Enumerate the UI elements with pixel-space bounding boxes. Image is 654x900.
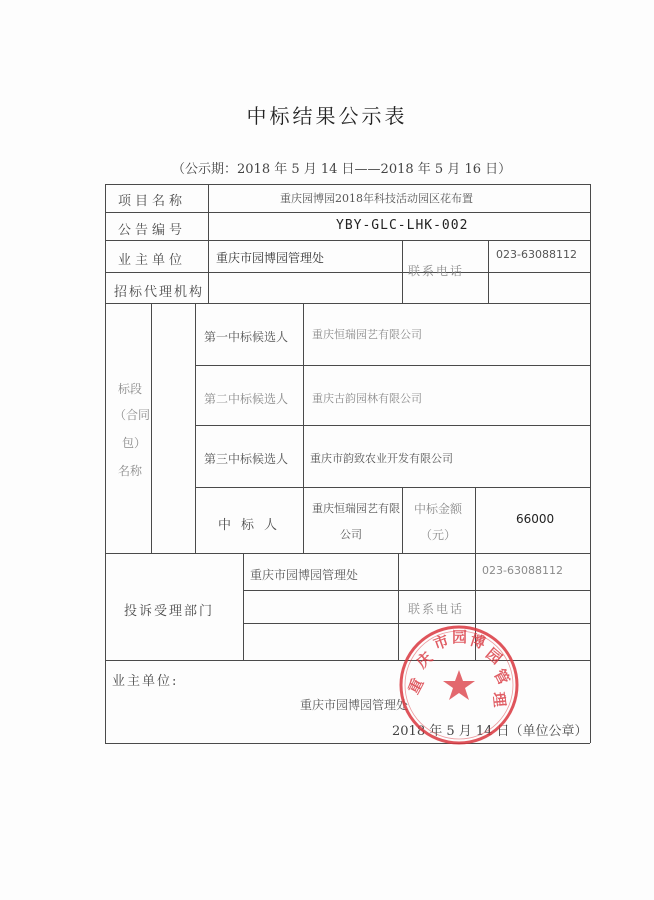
candidate3-label: 第三中标候选人	[204, 452, 289, 466]
date-footer: 2018 年 5 月 14 日（单位公章）	[392, 724, 588, 739]
complaint-dept-value: 重庆市园博园管理处	[250, 568, 359, 582]
section-label-2: （合同	[114, 408, 151, 422]
seal-graphic	[396, 622, 522, 748]
svg-text:园: 园	[482, 644, 506, 668]
owner-value: 重庆市园博园管理处	[216, 251, 325, 265]
contact-phone-value: 023-63088112	[496, 248, 577, 261]
publicity-period: （公示期：2018 年 5 月 14 日——2018 年 5 月 16 日）	[172, 162, 512, 177]
section-label-1: 标段	[118, 382, 143, 396]
svg-text:市: 市	[430, 631, 452, 654]
complaint-label: 投诉受理部门	[124, 604, 215, 619]
notice-no-value: YBY-GLC-LHK-002	[336, 218, 469, 233]
candidate2-label: 第二中标候选人	[204, 392, 289, 406]
owner-label: 业主单位	[118, 253, 187, 268]
owner-footer-value: 重庆市园博园管理处	[300, 698, 409, 712]
svg-text:重: 重	[404, 675, 428, 698]
official-seal	[396, 622, 522, 748]
candidate1-value: 重庆恒瑞园艺有限公司	[312, 328, 422, 341]
complaint-phone-label: 联系电话	[408, 602, 465, 616]
project-name-label: 项目名称	[118, 194, 187, 209]
candidate3-value: 重庆市韵致农业开发有限公司	[310, 452, 453, 465]
complaint-phone-value: 023-63088112	[482, 564, 563, 577]
svg-text:庆: 庆	[412, 648, 437, 672]
project-name-value: 重庆园博园2018年科技活动园区花布置	[280, 192, 473, 205]
winner-value-line1: 重庆恒瑞园艺有限	[312, 502, 400, 515]
amount-value: 66000	[516, 512, 555, 526]
amount-label-line2: （元）	[420, 528, 457, 542]
amount-label-line1: 中标金额	[414, 502, 463, 516]
candidate2-value: 重庆古韵园林有限公司	[312, 392, 422, 405]
candidate1-label: 第一中标候选人	[204, 330, 289, 344]
svg-text:管: 管	[490, 666, 514, 688]
owner-footer-label: 业主单位:	[112, 674, 179, 689]
svg-text:园: 园	[452, 628, 468, 646]
section-label-4: 名称	[118, 464, 143, 478]
agency-label: 招标代理机构	[114, 285, 205, 300]
winner-value-line2: 公司	[340, 528, 362, 541]
notice-no-label: 公告编号	[118, 223, 187, 238]
winner-label: 中标人	[218, 518, 288, 533]
contact-phone-label: 联系电话	[408, 264, 465, 278]
svg-text:理: 理	[489, 690, 509, 708]
section-label-3: 包）	[122, 436, 147, 450]
document-title: 中标结果公示表	[246, 104, 408, 128]
svg-text:博: 博	[467, 630, 488, 653]
